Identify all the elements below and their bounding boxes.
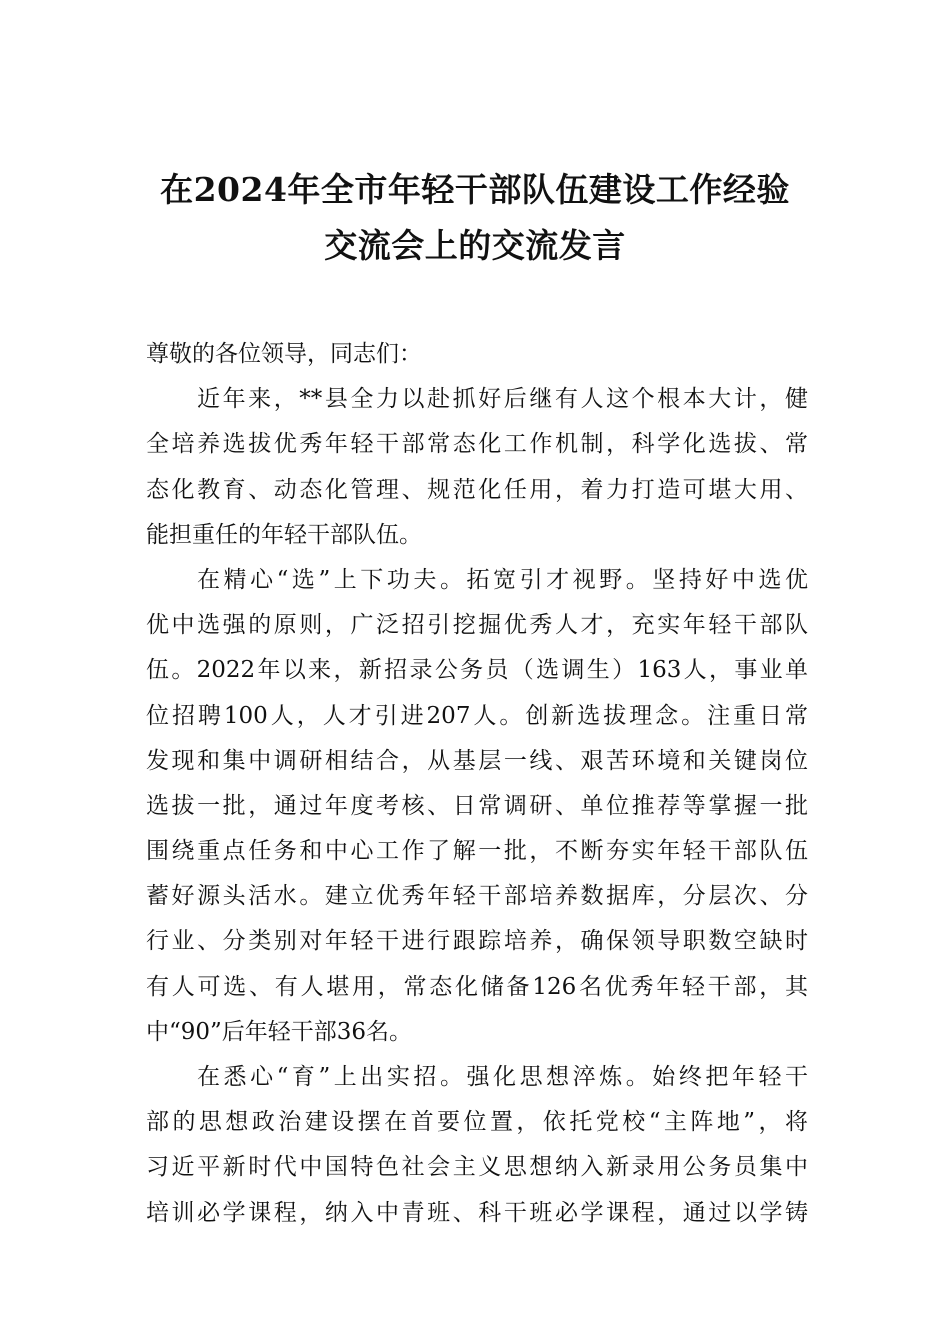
paragraph-line: 蓄好源头活水。建立优秀年轻干部培养数据库，分层次、分 (146, 883, 808, 910)
paragraph-intro (146, 377, 808, 558)
document-title (100, 162, 850, 274)
document-body (146, 332, 808, 1236)
paragraph-line: 行业、分类别对年轻干进行跟踪培养，确保领导职数空缺时 (146, 928, 808, 955)
paragraph-line: 能担重任的年轻干部队伍。 (146, 521, 422, 548)
paragraph-line: 培训必学课程，纳入中青班、科干班必学课程，通过以学铸 (146, 1199, 808, 1226)
title-line-1: 在2024年全市年轻干部队伍建设工作经验 (160, 170, 790, 209)
paragraph-line: 位招聘100人，人才引进207人。创新选拔理念。注重日常 (146, 702, 808, 729)
paragraph-line: 伍。2022年以来，新招录公务员（选调生）163人，事业单 (146, 657, 808, 684)
paragraph-line: 在精心“选”上下功夫。拓宽引才视野。坚持好中选优 (197, 566, 808, 593)
paragraph-line: 围绕重点任务和中心工作了解一批，不断夯实年轻干部队伍 (146, 838, 808, 865)
paragraph-line: 发现和集中调研相结合，从基层一线、艰苦环境和关键岗位 (146, 747, 808, 774)
paragraph-line: 全培养选拔优秀年轻干部常态化工作机制，科学化选拔、常 (146, 431, 808, 458)
paragraph-line: 部的思想政治建设摆在首要位置，依托党校“主阵地”，将 (146, 1109, 808, 1136)
paragraph-line: 选拔一批，通过年度考核、日常调研、单位推荐等掌握一批 (146, 792, 808, 819)
paragraph-line: 习近平新时代中国特色社会主义思想纳入新录用公务员集中 (146, 1154, 808, 1181)
title-line-2: 交流会上的交流发言 (324, 226, 626, 265)
paragraph-line: 态化教育、动态化管理、规范化任用，着力打造可堪大用、 (146, 476, 808, 503)
paragraph-cultivation (146, 1055, 808, 1236)
paragraph-line: 有人可选、有人堪用，常态化储备126名优秀年轻干部，其 (146, 973, 808, 1000)
paragraph-line: 中“90”后年轻干部36名。 (146, 1018, 413, 1045)
paragraph-line: 优中选强的原则，广泛招引挖掘优秀人才，充实年轻干部队 (146, 612, 808, 639)
paragraph-line: 近年来，**县全力以赴抓好后继有人这个根本大计，健 (197, 386, 808, 413)
salutation: 尊敬的各位领导，同志们： (146, 341, 422, 367)
paragraph-selection (146, 558, 808, 1055)
paragraph-line: 在悉心“育”上出实招。强化思想淬炼。始终把年轻干 (197, 1064, 808, 1090)
